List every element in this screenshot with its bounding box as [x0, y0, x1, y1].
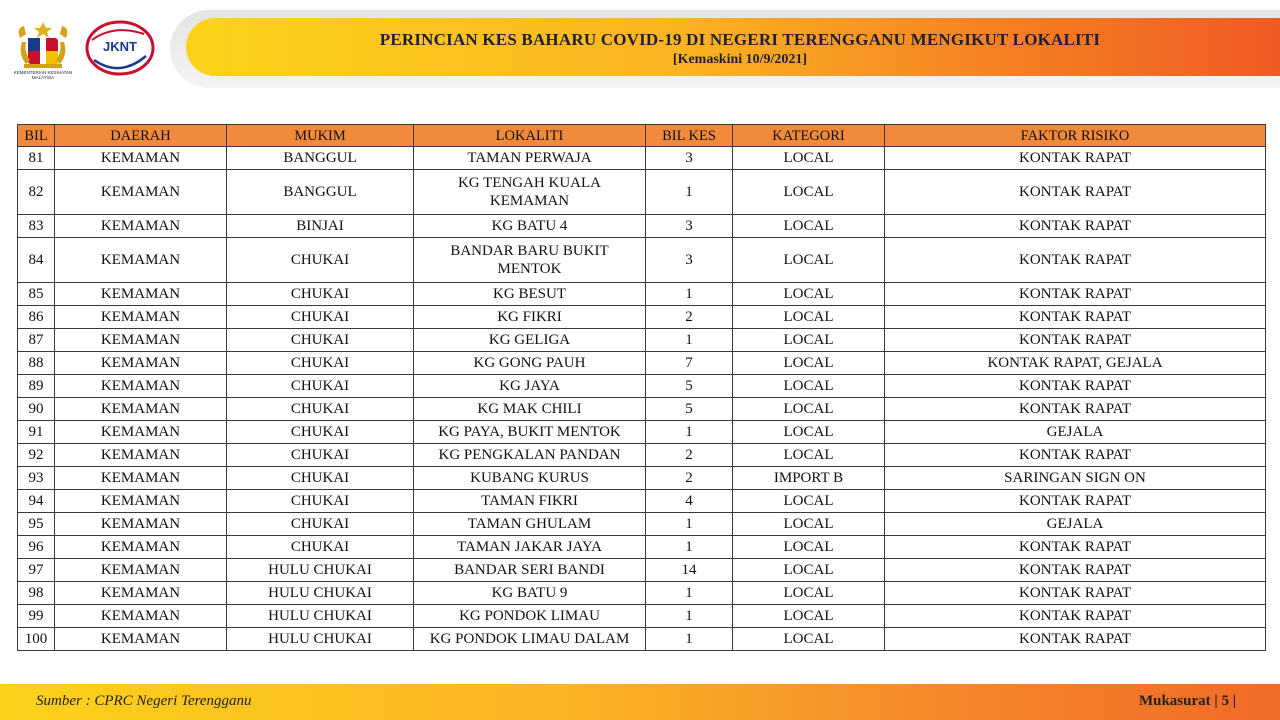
- cell-faktor-risiko: GEJALA: [885, 513, 1266, 536]
- cell-lokaliti: KG GELIGA: [414, 329, 646, 352]
- cell-bil: 95: [18, 513, 55, 536]
- cell-bil: 92: [18, 444, 55, 467]
- cell-kategori: LOCAL: [733, 444, 885, 467]
- cell-lokaliti: KG PONDOK LIMAU DALAM: [414, 628, 646, 651]
- cell-mukim: BANGGUL: [227, 147, 414, 170]
- cell-faktor-risiko: KONTAK RAPAT: [885, 238, 1266, 283]
- table-row: [18, 421, 1266, 444]
- column-header-faktor-risiko: FAKTOR RISIKO: [885, 125, 1266, 147]
- cell-bil: 89: [18, 375, 55, 398]
- cell-mukim: CHUKAI: [227, 238, 414, 283]
- source-note: Sumber : CPRC Negeri Terengganu: [36, 693, 252, 709]
- cell-kategori: LOCAL: [733, 605, 885, 628]
- cell-lokaliti: TAMAN FIKRI: [414, 490, 646, 513]
- cell-faktor-risiko: KONTAK RAPAT: [885, 283, 1266, 306]
- cell-bil-kes: 3: [646, 215, 733, 238]
- cell-kategori: LOCAL: [733, 582, 885, 605]
- table-row: [18, 467, 1266, 490]
- cell-faktor-risiko: KONTAK RAPAT: [885, 559, 1266, 582]
- cell-mukim: CHUKAI: [227, 352, 414, 375]
- cell-mukim: HULU CHUKAI: [227, 605, 414, 628]
- cell-mukim: CHUKAI: [227, 398, 414, 421]
- cell-mukim: BINJAI: [227, 215, 414, 238]
- cell-mukim: CHUKAI: [227, 329, 414, 352]
- table-row: [18, 559, 1266, 582]
- cell-faktor-risiko: KONTAK RAPAT: [885, 398, 1266, 421]
- table-row: [18, 329, 1266, 352]
- cell-bil: 91: [18, 421, 55, 444]
- cell-kategori: LOCAL: [733, 147, 885, 170]
- cell-daerah: KEMAMAN: [55, 628, 227, 651]
- cell-daerah: KEMAMAN: [55, 513, 227, 536]
- cell-lokaliti: KG MAK CHILI: [414, 398, 646, 421]
- cell-kategori: LOCAL: [733, 398, 885, 421]
- cell-daerah: KEMAMAN: [55, 375, 227, 398]
- cell-daerah: KEMAMAN: [55, 170, 227, 215]
- cell-lokaliti: KG PAYA, BUKIT MENTOK: [414, 421, 646, 444]
- moh-logo-caption: KEMENTERIAN KESIHATAN MALAYSIA: [13, 70, 73, 80]
- cell-daerah: KEMAMAN: [55, 283, 227, 306]
- table-header-row: [18, 125, 1266, 147]
- cell-lokaliti: KG JAYA: [414, 375, 646, 398]
- column-header-kategori: KATEGORI: [733, 125, 885, 147]
- cell-kategori: LOCAL: [733, 352, 885, 375]
- cell-bil-kes: 1: [646, 513, 733, 536]
- cell-bil-kes: 1: [646, 605, 733, 628]
- cell-mukim: HULU CHUKAI: [227, 628, 414, 651]
- cell-faktor-risiko: KONTAK RAPAT: [885, 170, 1266, 215]
- cell-bil-kes: 5: [646, 375, 733, 398]
- cell-bil-kes: 7: [646, 352, 733, 375]
- cell-kategori: LOCAL: [733, 421, 885, 444]
- cell-daerah: KEMAMAN: [55, 536, 227, 559]
- update-date: [Kemaskini 10/9/2021]: [672, 52, 808, 67]
- cell-mukim: CHUKAI: [227, 513, 414, 536]
- page-header: [0, 0, 1280, 92]
- cell-lokaliti: TAMAN GHULAM: [414, 513, 646, 536]
- cell-daerah: KEMAMAN: [55, 329, 227, 352]
- cell-mukim: CHUKAI: [227, 421, 414, 444]
- table-row: [18, 306, 1266, 329]
- column-header-bil: BIL: [18, 125, 55, 147]
- cell-kategori: LOCAL: [733, 513, 885, 536]
- cell-bil: 99: [18, 605, 55, 628]
- svg-text:JKNT: JKNT: [103, 39, 137, 54]
- cell-lokaliti: KG GONG PAUH: [414, 352, 646, 375]
- table-row: [18, 490, 1266, 513]
- table-row: [18, 582, 1266, 605]
- cell-faktor-risiko: KONTAK RAPAT: [885, 306, 1266, 329]
- cell-daerah: KEMAMAN: [55, 605, 227, 628]
- cell-bil: 88: [18, 352, 55, 375]
- table-row: [18, 238, 1266, 283]
- column-header-bil-kes: BIL KES: [646, 125, 733, 147]
- cell-faktor-risiko: KONTAK RAPAT: [885, 444, 1266, 467]
- cell-bil-kes: 1: [646, 170, 733, 215]
- cell-daerah: KEMAMAN: [55, 490, 227, 513]
- cell-lokaliti: KG PENGKALAN PANDAN: [414, 444, 646, 467]
- cell-kategori: LOCAL: [733, 559, 885, 582]
- cell-daerah: KEMAMAN: [55, 444, 227, 467]
- cell-daerah: KEMAMAN: [55, 582, 227, 605]
- page-number: Mukasurat | 5 |: [1138, 693, 1236, 709]
- cell-bil-kes: 1: [646, 421, 733, 444]
- cell-bil: 87: [18, 329, 55, 352]
- cell-mukim: CHUKAI: [227, 306, 414, 329]
- cell-mukim: CHUKAI: [227, 375, 414, 398]
- cell-lokaliti: KG BESUT: [414, 283, 646, 306]
- cell-mukim: CHUKAI: [227, 444, 414, 467]
- cell-kategori: LOCAL: [733, 170, 885, 215]
- cell-bil-kes: 1: [646, 329, 733, 352]
- cell-daerah: KEMAMAN: [55, 421, 227, 444]
- cell-mukim: HULU CHUKAI: [227, 582, 414, 605]
- cell-faktor-risiko: KONTAK RAPAT: [885, 628, 1266, 651]
- cell-bil-kes: 2: [646, 306, 733, 329]
- cell-kategori: LOCAL: [733, 283, 885, 306]
- cell-kategori: LOCAL: [733, 490, 885, 513]
- cell-faktor-risiko: SARINGAN SIGN ON: [885, 467, 1266, 490]
- page-footer: [0, 684, 1280, 720]
- cell-lokaliti: BANDAR BARU BUKIT MENTOK: [414, 238, 646, 283]
- cell-daerah: KEMAMAN: [55, 398, 227, 421]
- cell-kategori: LOCAL: [733, 628, 885, 651]
- cell-kategori: IMPORT B: [733, 467, 885, 490]
- cell-bil-kes: 14: [646, 559, 733, 582]
- table-row: [18, 215, 1266, 238]
- table-row: [18, 147, 1266, 170]
- cell-mukim: CHUKAI: [227, 467, 414, 490]
- cell-mukim: CHUKAI: [227, 536, 414, 559]
- cell-bil-kes: 1: [646, 283, 733, 306]
- table-row: [18, 398, 1266, 421]
- cell-bil: 84: [18, 238, 55, 283]
- cell-faktor-risiko: KONTAK RAPAT: [885, 490, 1266, 513]
- cell-mukim: HULU CHUKAI: [227, 559, 414, 582]
- cell-lokaliti: KUBANG KURUS: [414, 467, 646, 490]
- cell-bil: 100: [18, 628, 55, 651]
- cell-lokaliti: TAMAN JAKAR JAYA: [414, 536, 646, 559]
- table-row: [18, 352, 1266, 375]
- cell-lokaliti: KG TENGAH KUALA KEMAMAN: [414, 170, 646, 215]
- cell-bil-kes: 3: [646, 147, 733, 170]
- cell-kategori: LOCAL: [733, 375, 885, 398]
- table-row: [18, 513, 1266, 536]
- cell-bil: 93: [18, 467, 55, 490]
- page-title: PERINCIAN KES BAHARU COVID-19 DI NEGERI TERENGGANU MENGIKUT LOKALITI: [379, 30, 1101, 49]
- cell-faktor-risiko: KONTAK RAPAT: [885, 215, 1266, 238]
- cell-faktor-risiko: KONTAK RAPAT: [885, 582, 1266, 605]
- cell-bil: 85: [18, 283, 55, 306]
- cell-bil: 98: [18, 582, 55, 605]
- cell-faktor-risiko: KONTAK RAPAT: [885, 605, 1266, 628]
- cell-lokaliti: KG BATU 9: [414, 582, 646, 605]
- cell-daerah: KEMAMAN: [55, 352, 227, 375]
- cell-bil-kes: 1: [646, 628, 733, 651]
- cell-bil-kes: 2: [646, 467, 733, 490]
- cell-bil: 90: [18, 398, 55, 421]
- table-row: [18, 444, 1266, 467]
- column-header-daerah: DAERAH: [55, 125, 227, 147]
- jknt-logo: [84, 20, 156, 78]
- cell-daerah: KEMAMAN: [55, 306, 227, 329]
- cell-faktor-risiko: KONTAK RAPAT: [885, 147, 1266, 170]
- cell-kategori: LOCAL: [733, 238, 885, 283]
- cell-daerah: KEMAMAN: [55, 467, 227, 490]
- cell-bil: 86: [18, 306, 55, 329]
- cell-bil: 83: [18, 215, 55, 238]
- column-header-lokaliti: LOKALITI: [414, 125, 646, 147]
- cell-lokaliti: KG PONDOK LIMAU: [414, 605, 646, 628]
- table-row: [18, 536, 1266, 559]
- table-row: [18, 283, 1266, 306]
- cell-faktor-risiko: KONTAK RAPAT: [885, 375, 1266, 398]
- cell-bil-kes: 2: [646, 444, 733, 467]
- cell-bil-kes: 1: [646, 582, 733, 605]
- cases-table: [17, 124, 1266, 651]
- column-header-mukim: MUKIM: [227, 125, 414, 147]
- cell-faktor-risiko: GEJALA: [885, 421, 1266, 444]
- table-row: [18, 375, 1266, 398]
- cell-kategori: LOCAL: [733, 306, 885, 329]
- cell-kategori: LOCAL: [733, 329, 885, 352]
- cell-daerah: KEMAMAN: [55, 559, 227, 582]
- cell-bil-kes: 1: [646, 536, 733, 559]
- cell-bil: 82: [18, 170, 55, 215]
- cell-daerah: KEMAMAN: [55, 147, 227, 170]
- cell-lokaliti: KG FIKRI: [414, 306, 646, 329]
- table-row: [18, 170, 1266, 215]
- cell-lokaliti: TAMAN PERWAJA: [414, 147, 646, 170]
- table-row: [18, 605, 1266, 628]
- cell-mukim: CHUKAI: [227, 283, 414, 306]
- cell-kategori: LOCAL: [733, 215, 885, 238]
- cell-kategori: LOCAL: [733, 536, 885, 559]
- table-body: [18, 147, 1266, 651]
- cell-bil-kes: 3: [646, 238, 733, 283]
- cell-bil: 97: [18, 559, 55, 582]
- cell-faktor-risiko: KONTAK RAPAT: [885, 536, 1266, 559]
- cell-bil-kes: 5: [646, 398, 733, 421]
- cell-mukim: CHUKAI: [227, 490, 414, 513]
- cell-mukim: BANGGUL: [227, 170, 414, 215]
- cell-lokaliti: BANDAR SERI BANDI: [414, 559, 646, 582]
- cases-table-container: [17, 124, 1265, 651]
- cell-faktor-risiko: KONTAK RAPAT, GEJALA: [885, 352, 1266, 375]
- cell-faktor-risiko: KONTAK RAPAT: [885, 329, 1266, 352]
- cell-lokaliti: KG BATU 4: [414, 215, 646, 238]
- cell-bil: 94: [18, 490, 55, 513]
- table-row: [18, 628, 1266, 651]
- cell-bil: 81: [18, 147, 55, 170]
- cell-daerah: KEMAMAN: [55, 238, 227, 283]
- cell-bil: 96: [18, 536, 55, 559]
- cell-bil-kes: 4: [646, 490, 733, 513]
- cell-daerah: KEMAMAN: [55, 215, 227, 238]
